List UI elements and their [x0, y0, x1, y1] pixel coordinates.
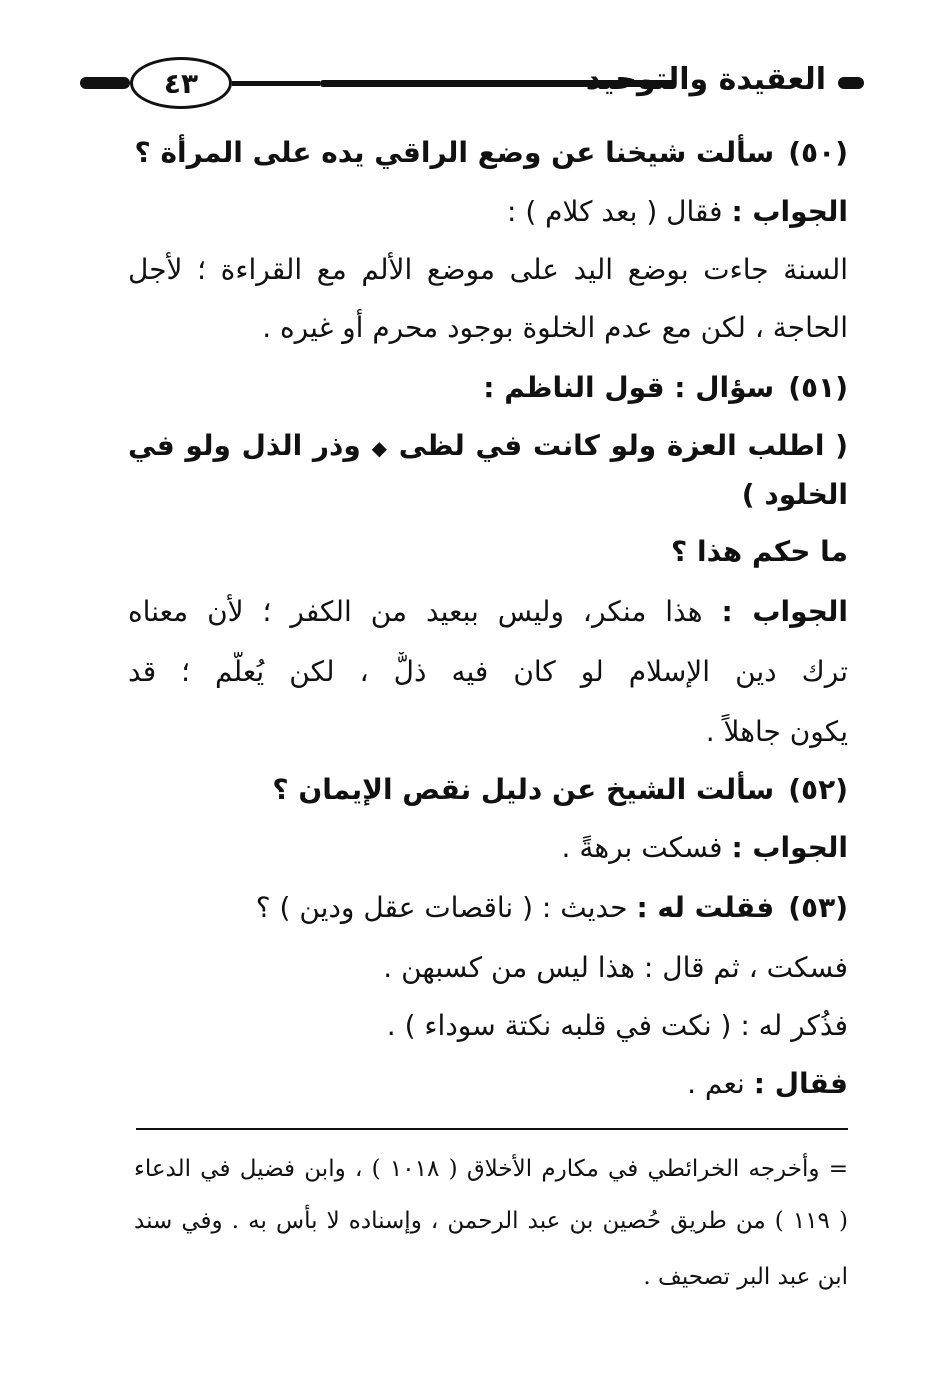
question-50: [134, 133, 848, 173]
question-53: [256, 888, 848, 928]
answer-label: الجواب :: [731, 195, 848, 228]
footnote-divider: [136, 1128, 848, 1130]
answer-label: فقال :: [753, 1067, 848, 1100]
question-lead: فقلت له :: [636, 891, 775, 924]
verse-separator-icon: ◆: [371, 436, 388, 460]
verse-line-2: الخلود ): [741, 478, 848, 511]
header-ornament-left: [80, 77, 130, 89]
answer-50-intro: [507, 192, 848, 232]
question-number: (٥٢): [788, 773, 848, 806]
answer-53-line-2: فذُكر له : ( نكت في قلبه نكتة سوداء ) .: [386, 1009, 848, 1042]
question-text: حديث : ( ناقصات عقل ودين ) ؟: [255, 891, 628, 924]
question-52: [272, 770, 848, 810]
verse-line-1: [128, 426, 848, 466]
question-text: سؤال : قول الناظم :: [483, 371, 775, 404]
answer-51-line-3: يكون جاهلاً .: [705, 715, 848, 748]
page-number: ٤٣: [163, 66, 199, 100]
answer-52: [562, 828, 848, 868]
answer-label: الجواب :: [721, 595, 848, 628]
footnote-line-2: ( ١١٩ ) من طريق حُصين بن عبد الرحمن ، وإسناده لا بأس به . وفي سند: [134, 1208, 848, 1234]
question-text: سألت الشيخ عن دليل نقص الإيمان ؟: [272, 773, 775, 806]
verse-hemistich-2: وذر الذل ولو في: [128, 429, 361, 462]
answer-53-line-1: فسكت ، ثم قال : هذا ليس من كسبهن .: [383, 951, 848, 984]
verse-hemistich-1: ( اطلب العزة ولو كانت في لظى: [398, 429, 848, 462]
answer-text: نعم .: [687, 1067, 745, 1100]
answer-53-final: [687, 1064, 848, 1104]
question-text: سألت شيخنا عن وضع الراقي يده على المرأة ؟: [134, 136, 775, 169]
question-51: [483, 368, 848, 408]
answer-50-line-1: السنة جاءت بوضع اليد على موضع الألم مع القراءة ؛ لأجل: [128, 253, 848, 286]
page-header: [80, 52, 864, 114]
question-number: (٥٠): [788, 136, 848, 169]
answer-text: فسكت برهةً .: [561, 831, 723, 864]
question-number: (٥١): [788, 371, 848, 404]
footnote-line-1: = وأخرجه الخرائطي في مكارم الأخلاق ( ١٠١٨ ) ، وابن فضيل في الدعاء: [134, 1156, 848, 1182]
question-number: (٥٣): [788, 891, 848, 924]
answer-51-line-1: [128, 592, 848, 632]
page-number-oval: [130, 57, 232, 109]
answer-50-line-2: الحاجة ، لكن مع عدم الخلوة بوجود محرم أو غيره .: [262, 311, 848, 344]
footnote-line-3: ابن عبد البر تصحيف .: [643, 1264, 848, 1290]
header-ornament-right: [838, 77, 864, 89]
answer-text: فقال ( بعد كلام ) :: [506, 195, 723, 228]
answer-label: الجواب :: [731, 831, 848, 864]
answer-text: هذا منكر، وليس ببعيد من الكفر ؛ لأن معناه: [128, 595, 703, 628]
header-rule-left: [232, 81, 320, 86]
book-title: العقيدة والتوحيد: [585, 62, 826, 97]
ruling-question: ما حكم هذا ؟: [671, 535, 848, 568]
answer-51-line-2: ترك دين الإسلام لو كان فيه ذلٌّ ، لكن يُعلَّم ؛ قد: [128, 655, 848, 688]
